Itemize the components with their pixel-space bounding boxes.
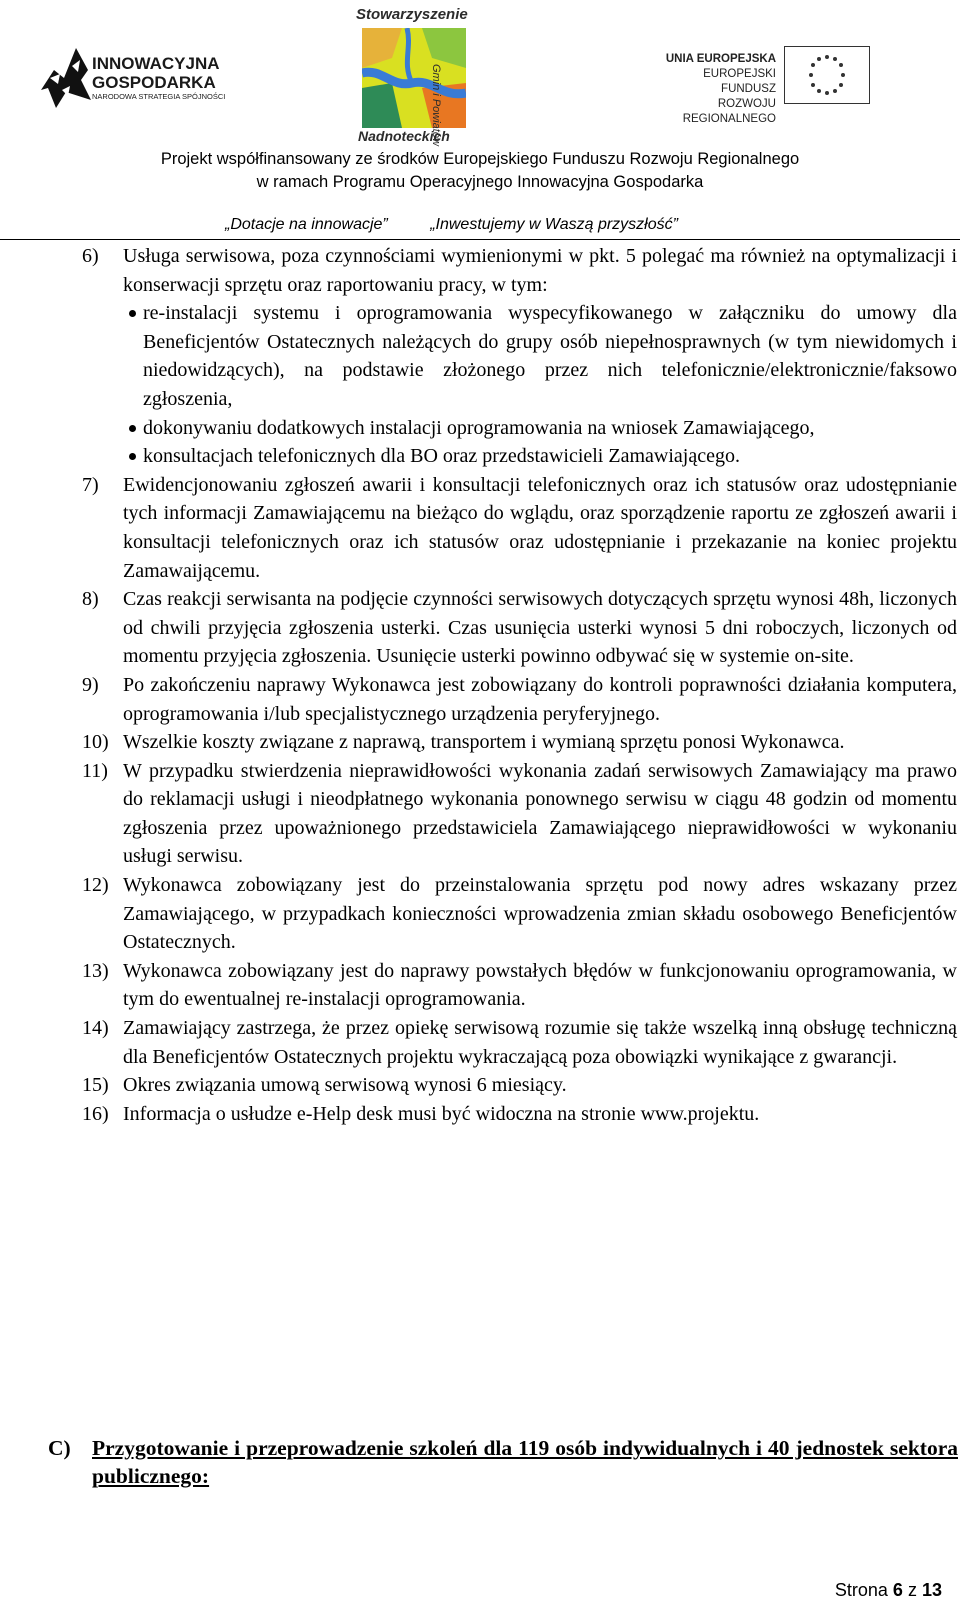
list-item-9	[82, 671, 957, 728]
list-item-16	[82, 1100, 957, 1129]
ig-logo-line2: GOSPODARKA	[92, 73, 216, 92]
item-number: 15)	[82, 1074, 109, 1097]
project-line-1: Projekt współfinansowany ze środków Europejskiego Funduszu Rozwoju Regionalnego	[160, 150, 800, 168]
page-footer	[835, 1580, 942, 1601]
bullet-icon	[127, 414, 139, 443]
eu-logo-line3: ROZWOJU REGIONALNEGO	[682, 98, 776, 125]
list-item-7	[82, 471, 957, 585]
sgipn-logo-side: Gmin i Powiatów	[430, 64, 442, 146]
bullet-icon	[127, 442, 139, 471]
item-number: 11)	[82, 759, 108, 782]
innowacyjna-gospodarka-logo	[36, 40, 246, 112]
footer-total: 13	[921, 1580, 942, 1600]
item-number: 8)	[82, 588, 99, 611]
footer-sep: z	[907, 1580, 917, 1600]
item-text: Wykonawca zobowiązany jest do przeinstalowania sprzętu pod nowy adres wskazany przez Zamawiającego, w przypadkach konieczności wprowadzenia zmian składu osobowego Beneficjentów Ostatecznych.	[123, 874, 957, 954]
item-text: Wykonawca zobowiązany jest do naprawy powstałych błędów w funkcjonowaniu oprogramowania, w tym do ewentualnej re-instalacji oprogramowania.	[123, 959, 957, 1011]
section-c-heading	[48, 1434, 958, 1490]
list-item-12	[82, 871, 957, 957]
list-item-6	[82, 242, 957, 299]
bullet-item	[127, 299, 957, 413]
slogan-inwestujemy: „Inwestujemy w Waszą przyszłość”	[430, 216, 678, 233]
item-number: 7)	[82, 473, 99, 496]
item-number: 12)	[82, 874, 109, 897]
sgipn-logo-bottom: Nadnoteckich	[358, 128, 450, 144]
eu-flag-icon	[784, 46, 870, 104]
item-number: 14)	[82, 1017, 109, 1040]
item-text: Okres związania umową serwisową wynosi 6 miesiący.	[123, 1074, 567, 1097]
item-text: W przypadku stwierdzenia nieprawidłowości wykonania zadań serwisowych Zamawiający ma prawo do reklamacji usługi i nieodpłatnego wykonania ponownego serwisu w ciągu 48 godzin od momentu zgłoszenia przez upoważnionego przedstawiciela Zamawiającego nieprawidłowości w wykonaniu usługi serwisu.	[123, 759, 957, 868]
list-item-15	[82, 1071, 957, 1100]
bullet-item	[127, 414, 957, 443]
bullet-text: konsultacjach telefonicznych dla BO oraz przedstawicieli Zamawiającego.	[143, 445, 740, 468]
ig-logo-line1: INNOWACYJNA	[92, 54, 220, 73]
item-number: 16)	[82, 1102, 109, 1125]
list-item-8	[82, 585, 957, 671]
footer-page: 6	[892, 1580, 903, 1600]
ig-emblem-icon	[36, 40, 96, 110]
item-text: Zamawiający zastrzega, że przez opiekę serwisową rozumie się także wszelką inną obsługę techniczną dla Beneficjentów Ostatecznych projektu wykraczającą poza obowiązki wynikające z gwarancji.	[123, 1017, 957, 1068]
item-text: Czas reakcji serwisanta na podjęcie czynności serwisowych dotyczących sprzętu wynosi 48h, liczonych od chwili przyjęcia zgłoszenia usterki. Czas usunięcia usterki wynosi 5 dni roboczych, liczonych od momentu przyjęcia zgłoszenia. Usunięcie usterki powinno odbywać się w systemie on-site.	[123, 588, 957, 668]
bullet-item	[127, 442, 957, 471]
item-text: Ewidencjonowaniu zgłoszeń awarii i konsultacji telefonicznych oraz ich statusów oraz udostępnianie tych informacji Zamawiającemu na bieżąco do wglądu, oraz sporządzenie raportu ze zgłoszeń awarii i konsultacji telefonicznych oraz ich statusów oraz udostępnianie i przekazanie na koniec projektu Zamawaijącemu.	[123, 473, 957, 582]
item-number: 13)	[82, 959, 109, 982]
item-text: Wszelkie koszty związane z naprawą, transportem i wymianą sprzętu ponosi Wykonawca.	[123, 731, 845, 754]
item-text: Po zakończeniu naprawy Wykonawca jest zobowiązany do kontroli poprawności działania komputera, oprogramowania i/lub specjalistycznego urządzenia peryferyjnego.	[123, 673, 957, 725]
project-line-2: w ramach Programu Operacyjnego Innowacyjna Gospodarka	[256, 173, 704, 191]
slogans	[225, 216, 716, 234]
eu-logo-line1: UNIA EUROPEJSKA	[665, 53, 776, 65]
bullet-icon	[127, 299, 139, 413]
section-label: C)	[48, 1436, 71, 1460]
bullet-text: re-instalacji systemu i oprogramowania wyspecyfikowanego w załączniku do umowy dla Beneficjentów Ostatecznych należących do grupy osób niepełnosprawnych (w tym niewidomych i niedowidzących), na podstawie złożonego przez nich telefonicznie/elektronicznie/faksowo zgłoszenia,	[143, 302, 957, 410]
footer-prefix: Strona	[834, 1580, 888, 1600]
stowarzyszenie-logo	[356, 6, 492, 146]
list-item-14	[82, 1014, 957, 1071]
item-number: 9)	[82, 673, 99, 696]
item-number: 10)	[82, 731, 109, 754]
ig-logo-line3: NARODOWA STRATEGIA SPÓJNOŚCI	[92, 92, 226, 101]
header-divider	[0, 239, 960, 240]
bullet-text: dokonywaniu dodatkowych instalacji oprogramowania na wniosek Zamawiającego,	[143, 416, 815, 439]
sgipn-logo-top: Stowarzyszenie	[356, 6, 468, 23]
slogan-dotacje: „Dotacje na innowacje”	[225, 216, 388, 233]
eu-logo-line2: EUROPEJSKI FUNDUSZ	[703, 68, 776, 95]
item-text: Informacja o usłudze e-Help desk musi być widoczna na stronie www.projektu.	[123, 1102, 760, 1125]
item-text: Usługa serwisowa, poza czynnościami wymienionymi w pkt. 5 polegać ma również na optymalizacji i konserwacji sprzętu oraz raportowaniu pracy, w tym:	[123, 245, 957, 296]
list-item-13	[82, 957, 957, 1014]
item-number: 6)	[82, 245, 99, 267]
list-item-11	[82, 757, 957, 871]
list-item-10	[82, 728, 957, 757]
eu-logo	[650, 44, 890, 125]
section-title: Przygotowanie i przeprowadzenie szkoleń dla 119 osób indywidualnych i 40 jednostek sektora publicznego:	[92, 1436, 958, 1488]
document-body	[82, 242, 957, 1128]
sgipn-map-icon	[362, 28, 466, 128]
